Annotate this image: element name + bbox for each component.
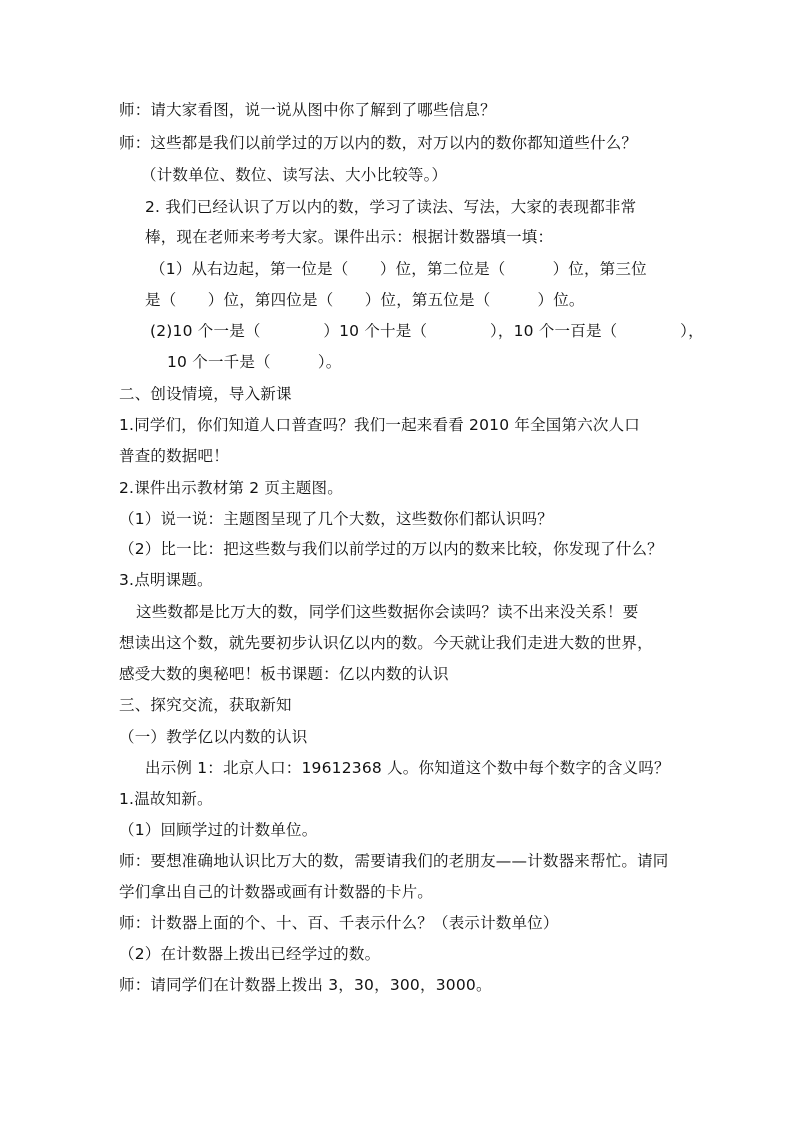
text-line: 2. 我们已经认识了万以内的数，学习了读法、写法，大家的表现都非常 [145, 198, 637, 216]
text-line: 10 个一千是（ ）。 [167, 353, 342, 371]
text-line: 2.课件出示教材第 2 页主题图。 [119, 479, 343, 497]
text-line: 这些数都是比万大的数，同学们这些数据你会读吗？读不出来没关系！要 [136, 603, 639, 621]
text-line: 师：这些都是我们以前学过的万以内的数，对万以内的数你都知道些什么？ [119, 134, 638, 152]
text-line: 师：要想准确地认识比万大的数，需要请我们的老朋友——计数器来帮忙。请同 [119, 852, 669, 870]
text-line: （2）比一比：把这些数与我们以前学过的万以内的数来比较，你发现了什么？ [119, 540, 663, 558]
section-heading: 二、创设情境，导入新课 [119, 385, 292, 403]
text-line: 感受大数的奥秘吧！板书课题：亿以内数的认识 [119, 665, 449, 683]
text-line: （1）回顾学过的计数单位。 [119, 821, 318, 839]
text-line: 想读出这个数，就先要初步认识亿以内的数。今天就让我们走进大数的世界， [119, 634, 653, 652]
text-line: 师：请同学们在计数器上拨出 3，30，300，3000。 [119, 976, 492, 994]
subsection-heading: （一）教学亿以内数的认识 [119, 728, 308, 746]
section-heading: 三、探究交流，获取新知 [119, 696, 292, 714]
text-line: （1）说一说：主题图呈现了几个大数，这些数你们都认识吗？ [119, 510, 553, 528]
text-line: 1.温故知新。 [119, 790, 213, 808]
text-line: 3.点明课题。 [119, 571, 213, 589]
text-line: 普查的数据吧！ [119, 447, 229, 465]
text-line: 出示例 1：北京人口：19612368 人。你知道这个数中每个数字的含义吗？ [145, 759, 670, 777]
text-line: 1.同学们，你们知道人口普查吗？我们一起来看看 2010 年全国第六次人口 [119, 416, 640, 434]
text-line: 棒，现在老师来考考大家。课件出示：根据计数器填一填： [145, 228, 554, 246]
text-line: (2)10 个一是（ ）10 个十是（ ），10 个一百是（ ）， [150, 322, 704, 340]
text-line: 是（ ）位，第四位是（ ）位，第五位是（ ）位。 [145, 291, 585, 309]
text-line: （1）从右边起，第一位是（ ）位，第二位是（ ）位，第三位 [150, 260, 647, 278]
text-line: （计数单位、数位、读写法、大小比较等。） [141, 166, 448, 184]
text-line: 师：请大家看图，说一说从图中你了解到了哪些信息？ [119, 101, 496, 119]
text-line: （2）在计数器上拨出已经学过的数。 [119, 945, 381, 963]
text-line: 师：计数器上面的个、十、百、千表示什么？（表示计数单位） [119, 914, 559, 932]
text-line: 学们拿出自己的计数器或画有计数器的卡片。 [119, 883, 434, 901]
